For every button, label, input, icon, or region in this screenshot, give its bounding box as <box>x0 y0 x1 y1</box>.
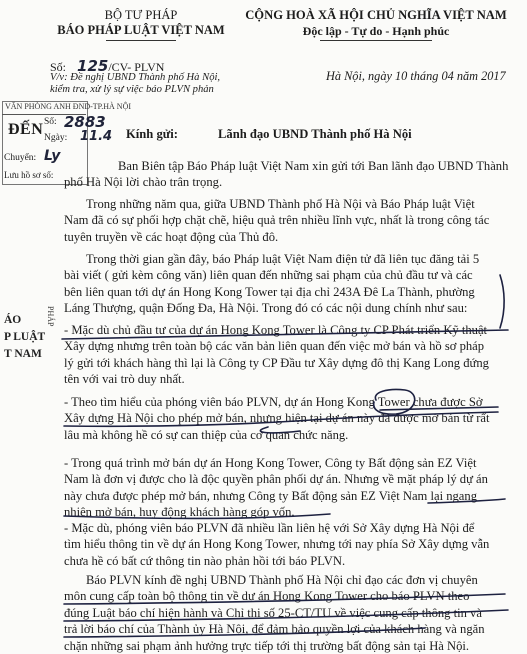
national-motto: Độc lập - Tự do - Hạnh phúc <box>302 24 450 38</box>
p8-line-1: Báo PLVN kính đề nghị UBND Thành phố Hà Nội chỉ đạo các đơn vị chuyên <box>86 573 478 587</box>
newspaper-name: BÁO PHÁP LUẬT VIỆT NAM <box>57 23 225 37</box>
paragraph-7 <box>64 520 489 569</box>
letterhead-right <box>226 8 526 41</box>
p3-line-2: bài viết ( gửi kèm công văn) liên quan đến những sai phạm của chủ đầu tư và các <box>64 268 473 283</box>
p8-line-4: trả lời báo chí của Thành ủy Hà Nội, để đảm bảo quyền lợi của khách hàng và ngăn <box>64 622 485 637</box>
p6-line-1: - Trong quá trình mở bán dự án Hong Kong Tower, Công ty Bất động sản EZ Việt <box>64 456 477 470</box>
p8-line-5: chặn những sai phạm ảnh hưởng trực tiếp tới thị trường bất động sản tại Hà Nội. <box>64 638 470 653</box>
side-vertical-text: PHÁP <box>46 306 55 327</box>
paragraph-2 <box>64 196 489 245</box>
p8-line-3: đúng Luật báo chí hiện hành và Chỉ thị số 25-CT/TU về việc cung cấp thông tin và <box>64 605 482 620</box>
p7-line-2: tìm hiểu thông tin về dự án Hong Kong Tower, nhưng tới nay phía Sở Xây dựng vẫn <box>64 537 490 552</box>
p5-line-1: - Theo tìm hiểu của phóng viên báo PLVN, dự án Hong Kong Tower chưa được Sở <box>64 395 483 409</box>
stamp-luu-label: Lưu hồ sơ số: <box>4 170 54 180</box>
p5-line-3: lâu mà không hề có sự can thiệp của cơ quan chức năng. <box>64 427 349 442</box>
nation-name: CỘNG HOÀ XÃ HỘI CHỦ NGHĨA VIỆT NAM <box>245 8 507 22</box>
p6-line-3: này chưa được phép mở bán, nhưng Công ty Bất động sản EZ Việt Nam lại ngang <box>64 488 477 503</box>
p4-line-3: lý gửi tới khách hàng thì lại là Công ty CP Đầu tư Xây dựng đô thị Kang Long đứng <box>64 355 489 370</box>
p4-line-4: tên với vai trò duy nhất. <box>64 372 185 387</box>
stamp-den: ĐẾN <box>8 121 44 138</box>
doc-number-label: Số: <box>50 60 67 74</box>
paragraph-3 <box>64 251 479 317</box>
greeting-label: Kính gửi: <box>126 127 178 141</box>
stamp-so-value: 2883 <box>64 113 106 131</box>
stamp-chuyen-label: Chuyển: <box>4 153 37 163</box>
p7-line-1: - Mặc dù, phóng viên báo PLVN đã nhiều lần liên hệ với Sở Xây dựng Hà Nội để <box>64 521 475 535</box>
p2-line-1: Trong những năm qua, giữa UBND Thành phố Hà Nội và Báo Pháp luật Việt <box>86 197 475 211</box>
paragraph-5 <box>64 394 490 443</box>
letterhead-left-rule <box>106 40 176 41</box>
doc-number-suffix: /CV- PLVN <box>108 60 165 74</box>
date-line: Hà Nội, ngày 10 tháng 04 năm 2017 <box>326 69 506 83</box>
paragraph-8 <box>64 572 485 654</box>
p5-line-2: Xây dựng Hà Nội cho phép mở bán, nhưng hiện tại dự án này đã được mở bán từ rất <box>64 411 490 426</box>
p2-line-2: Nam đã có sự phối hợp chặt chẽ, hiệu quả trên nhiều lĩnh vực, nhất là trong công tác <box>64 213 490 228</box>
p1-line-2: phố Hà Nội lời chào trân trọng. <box>64 175 223 190</box>
p6-line-4: nhiên mở bán, huy động khách hàng góp vốn. <box>64 505 295 520</box>
p2-line-3: tuyên truyền về các hoạt động của Thủ đô. <box>64 229 279 244</box>
p3-line-4: Láng Thượng, quận Đống Đa, Hà Nội. Trong đó có các nội dung chính như sau: <box>64 301 468 316</box>
p6-line-2: Nam là đơn vị được cho là độc quyền phân phối dự án. Nhưng về mặt pháp lý dự án <box>64 472 488 487</box>
p1-line-1: Ban Biên tập Báo Pháp luật Việt Nam xin gửi tới Ban lãnh đạo UBND Thành <box>118 159 509 173</box>
stamp-ngay-label: Ngày: <box>44 133 68 143</box>
stamp-office <box>5 102 131 111</box>
greeting-recipient: Lãnh đạo UBND Thành phố Hà Nội <box>218 127 412 141</box>
letterhead-left <box>52 8 230 41</box>
p3-line-3: bên liên quan tới dự án Hong Kong Tower tại địa chỉ 243A Đê La Thành, phường <box>64 284 475 299</box>
paragraph-4 <box>64 322 489 388</box>
doc-number-handwritten: 125 <box>77 57 109 75</box>
subject-block <box>50 72 220 96</box>
subject-line-1: V/v: Đề nghị UBND Thành phố Hà Nội, <box>50 72 221 83</box>
stamp-office-label: VĂN PHÒNG <box>5 102 52 111</box>
stamp-ngay-value: 11.4 <box>80 129 113 144</box>
side-stamp-line-2: P LUẬT <box>4 331 46 343</box>
stamp-chuyen-value: Ly <box>44 148 61 164</box>
side-stamp-line-1: ÁO <box>4 314 22 326</box>
subject-line-2: kiểm tra, xử lý sự việc báo PLVN phản <box>50 84 214 95</box>
paragraph-1 <box>64 158 509 191</box>
p7-line-3: chưa hề có bất cứ thông tin nào phản hồi tới báo PLVN. <box>64 553 346 568</box>
stamp-so-label: Số: <box>44 117 57 127</box>
p8-line-2: môn cung cấp toàn bộ thông tin về dự án Hong Kong Tower cho báo PLVN theo <box>64 589 470 604</box>
paragraph-6 <box>64 455 488 521</box>
letterhead-right-rule <box>320 40 432 41</box>
stamp-office-tail: ANH ĐND-TP.HÀ NỘI <box>53 102 132 111</box>
p4-line-2: Xây dựng nhưng trên toàn bộ các văn bản liên quan đến việc mở bán và hồ sơ pháp <box>64 339 485 354</box>
p3-line-1: Trong thời gian gần đây, báo Pháp luật Việt Nam điện tử đã liên tục đăng tải 5 <box>86 252 480 266</box>
p4-line-1: - Mặc dù chủ đầu tư của dự án Hong Kong Tower là Công ty CP Phát triển Kỹ thuật <box>64 323 488 337</box>
margin-mark <box>500 275 504 328</box>
side-stamp-fragment <box>4 312 45 363</box>
ministry-name: BỘ TƯ PHÁP <box>104 8 178 22</box>
side-stamp-line-3: T NAM <box>4 348 42 360</box>
